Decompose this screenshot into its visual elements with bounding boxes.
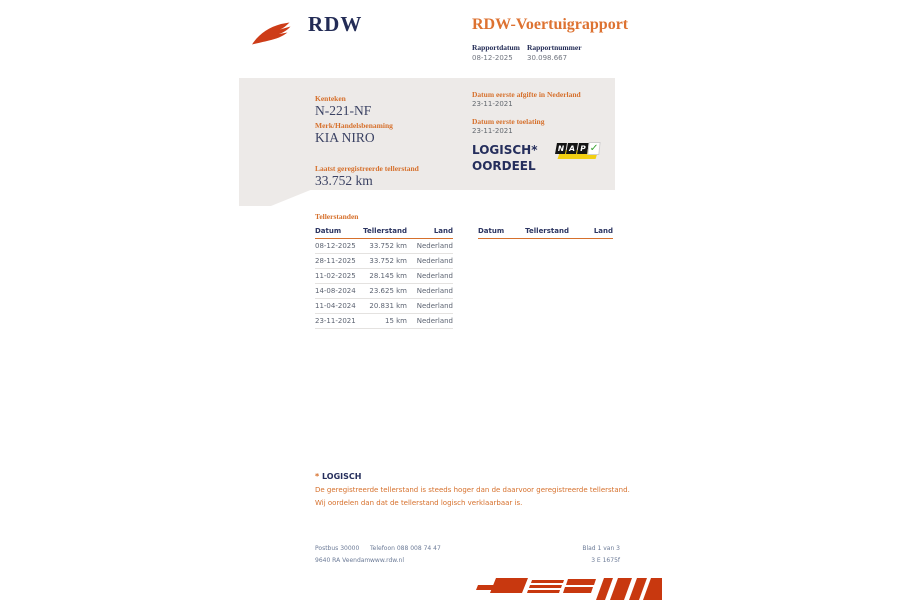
cell-tellerstand: 15 km bbox=[363, 314, 407, 329]
nap-letter-p: P bbox=[577, 143, 589, 154]
cell-datum: 23-11-2021 bbox=[315, 314, 363, 329]
table-row bbox=[315, 254, 453, 269]
footer-city: 9640 RA Veendam bbox=[315, 557, 371, 564]
table-row bbox=[315, 299, 453, 314]
table-row bbox=[315, 314, 453, 329]
cell-tellerstand: 33.752 km bbox=[363, 254, 407, 269]
oordeel-line2: OORDEEL bbox=[472, 159, 536, 173]
footer-page-number: Blad 1 van 3 bbox=[582, 545, 620, 552]
footnote-title-text: LOGISCH bbox=[321, 472, 362, 481]
cell-tellerstand: 23.625 km bbox=[363, 284, 407, 299]
merk-label: Merk/Handelsbenaming bbox=[315, 121, 393, 130]
report-date-value: 08-12-2025 bbox=[472, 54, 513, 62]
footer-website: www.rdw.nl bbox=[370, 557, 404, 564]
rdw-wing-logo-icon bbox=[250, 18, 300, 48]
kenteken-value: N-221-NF bbox=[315, 103, 372, 118]
tellerstand-value: 33.752 km bbox=[315, 173, 373, 188]
table-header-row bbox=[478, 225, 613, 239]
rdw-report-page bbox=[238, 0, 662, 600]
table-header-row bbox=[315, 225, 453, 239]
rdw-logo-text: RDW bbox=[308, 12, 363, 36]
col-header-tellerstand: Tellerstand bbox=[363, 225, 407, 239]
cell-tellerstand: 33.752 km bbox=[363, 239, 407, 254]
col-header-tellerstand: Tellerstand bbox=[525, 225, 569, 239]
footnote-marker: * bbox=[315, 472, 320, 481]
afgifte-value: 23-11-2021 bbox=[472, 100, 513, 108]
cell-datum: 11-02-2025 bbox=[315, 269, 363, 284]
table-row bbox=[315, 284, 453, 299]
oordeel-text bbox=[472, 142, 538, 174]
footer-postbus: Postbus 30000 bbox=[315, 545, 360, 552]
cell-land: Nederland bbox=[407, 299, 453, 314]
logisch-footnote-title bbox=[315, 472, 361, 481]
bottom-wing-graphic-icon bbox=[476, 574, 662, 600]
cell-land: Nederland bbox=[407, 254, 453, 269]
table-row bbox=[315, 239, 453, 254]
col-header-datum: Datum bbox=[315, 225, 363, 239]
footer-form-code: 3 E 1675f bbox=[591, 557, 620, 564]
cell-land: Nederland bbox=[407, 284, 453, 299]
nap-check-icon: ✓ bbox=[589, 143, 599, 154]
page-title: RDW-Voertuigrapport bbox=[472, 16, 629, 33]
report-number-label: Rapportnummer bbox=[527, 43, 582, 52]
logisch-footnote-text: De geregistreerde tellerstand is steeds hoger dan de daarvoor geregistreerde tellerstand. Wij oordelen dan dat de tellerstand logisch verklaarbaar is. bbox=[315, 486, 630, 507]
cell-datum: 08-12-2025 bbox=[315, 239, 363, 254]
oordeel-line1: LOGISCH* bbox=[472, 143, 538, 157]
footer-phone: Telefoon 088 008 74 47 bbox=[370, 545, 441, 552]
col-header-land: Land bbox=[569, 225, 613, 239]
footer-address bbox=[315, 543, 370, 567]
toelating-label: Datum eerste toelating bbox=[472, 117, 545, 126]
footer-contact bbox=[370, 543, 441, 567]
cell-datum: 14-08-2024 bbox=[315, 284, 363, 299]
col-header-land: Land bbox=[407, 225, 453, 239]
cell-datum: 28-11-2025 bbox=[315, 254, 363, 269]
cell-tellerstand: 20.831 km bbox=[363, 299, 407, 314]
footer-page-info bbox=[533, 543, 620, 567]
report-number-value: 30.098.667 bbox=[527, 54, 568, 62]
col-header-datum: Datum bbox=[478, 225, 525, 239]
nap-letter-a: A bbox=[566, 143, 578, 154]
tellerstanden-table-left bbox=[315, 225, 453, 329]
kenteken-label: Kenteken bbox=[315, 94, 346, 103]
table-row bbox=[315, 269, 453, 284]
toelating-value: 23-11-2021 bbox=[472, 127, 513, 135]
tellerstanden-title: Tellerstanden bbox=[315, 212, 359, 221]
merk-value: KIA NIRO bbox=[315, 130, 375, 145]
tellerstanden-table-right bbox=[478, 225, 613, 239]
afgifte-label: Datum eerste afgifte in Nederland bbox=[472, 90, 581, 99]
cell-tellerstand: 28.145 km bbox=[363, 269, 407, 284]
cell-land: Nederland bbox=[407, 269, 453, 284]
report-date-label: Rapportdatum bbox=[472, 43, 520, 52]
nap-logo bbox=[556, 142, 602, 162]
cell-land: Nederland bbox=[407, 314, 453, 329]
cell-datum: 11-04-2024 bbox=[315, 299, 363, 314]
cell-land: Nederland bbox=[407, 239, 453, 254]
nap-letter-n: N bbox=[555, 143, 567, 154]
tellerstand-label: Laatst geregistreerde tellerstand bbox=[315, 164, 419, 173]
